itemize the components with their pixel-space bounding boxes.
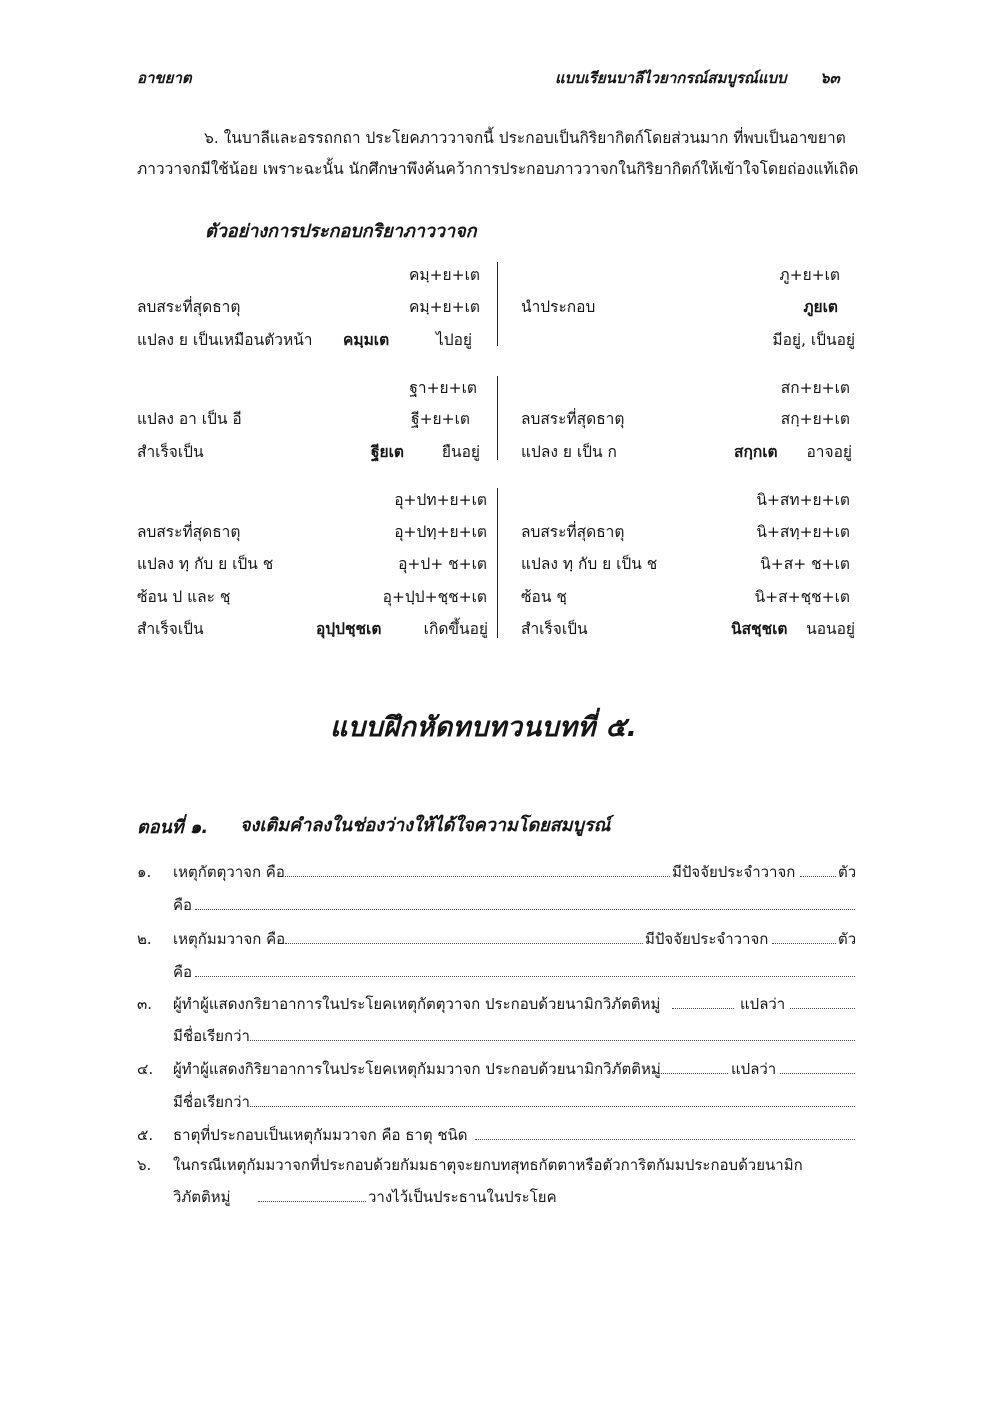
answer-blank[interactable] — [250, 1040, 855, 1041]
question-text: เหตุกัตตุวาจก คือ — [173, 863, 285, 881]
formula: อุ+ปทฺ+ย+เต — [394, 523, 487, 541]
step-label: แปลง อา เป็น อี — [137, 410, 242, 428]
meaning: มีอยู่, เป็นอยู่ — [772, 331, 855, 349]
step-label: แปลง ทฺ กับ ย เป็น ช — [137, 555, 274, 573]
example-row — [0, 439, 1000, 467]
formula: อุ+ป+ ช+เต — [398, 555, 487, 573]
paragraph-line-1: ๖. ในบาลีและอรรถกถา ประโยคภาววาจกนี้ ประกอบเป็นกิริยากิตก์โดยส่วนมาก ที่พบเป็นอาขยาต — [204, 129, 846, 147]
result-word: ฐียเต — [371, 443, 404, 461]
example-row — [0, 519, 1000, 547]
answer-blank[interactable] — [250, 1106, 855, 1107]
question-text: แปลว่า — [731, 1060, 777, 1078]
question-text: แปลว่า — [740, 995, 786, 1013]
step-label: ซ้อน ชฺ — [521, 588, 567, 606]
question-text: ผู้ทำผู้แสดงกิริยาอาการในประโยคเหตุกัมมวาจก ประกอบด้วยนามิกวิภัตติหมู่ — [173, 1060, 661, 1078]
question-text: วิภัตติหมู่ — [173, 1188, 231, 1206]
answer-blank[interactable] — [285, 876, 670, 877]
question-text: มีชื่อเรียกว่า — [173, 1027, 250, 1045]
step-label: ลบสระที่สุดธาตุ — [137, 523, 241, 541]
result-word: ภูยเต — [803, 298, 838, 316]
step-label: สำเร็จเป็น — [137, 620, 204, 638]
section-label: ตอนที่ ๑. — [137, 817, 209, 838]
formula: อุ+ปท+ย+เต — [394, 491, 487, 509]
formula: ฐี+ย+เต — [411, 410, 470, 428]
result-word: นิสชฺชเต — [731, 620, 788, 638]
meaning: นอนอยู่ — [806, 620, 855, 638]
example-row — [0, 551, 1000, 579]
exercise-title: แบบฝึกหัดทบทวนบทที่ ๕. — [330, 712, 638, 743]
formula: นิ+สทฺ+ย+เต — [756, 523, 850, 541]
question-number: ๑. — [137, 863, 152, 881]
meaning: ยืนอยู่ — [441, 443, 480, 461]
formula: นิ+สท+ย+เต — [756, 491, 850, 509]
step-label: แปลง ย เป็น ก — [521, 443, 617, 461]
question-number: ๒. — [137, 930, 152, 948]
question-number: ๖. — [137, 1156, 152, 1174]
question-text: ตัว — [838, 930, 857, 948]
example-title: ตัวอย่างการประกอบกริยาภาววาจก — [205, 221, 477, 242]
result-word: สกฺกเต — [734, 443, 778, 461]
formula: คมฺ+ย+เต — [408, 266, 480, 284]
step-label: สำเร็จเป็น — [137, 443, 204, 461]
question-text: วางไว้เป็นประธานในประโยค — [368, 1188, 557, 1206]
paragraph-line-2: ภาววาจกมีใช้น้อย เพราะฉะนั้น นักศึกษาพึงค้นคว้าการประกอบภาววาจกในกิริยากิตก์ให้เข้าใจโดยถ่องแท้เถิด — [137, 160, 859, 178]
answer-blank[interactable] — [475, 1139, 855, 1140]
step-label: แปลง ทฺ กับ ย เป็น ช — [521, 555, 658, 573]
question-text: มีปัจจัยประจำวาจก — [645, 930, 769, 948]
question-text: ธาตุที่ประกอบเป็นเหตุกัมมวาจก คือ ธาตุ ชนิด — [173, 1126, 468, 1144]
step-label: ซ้อน ป และ ชฺ — [137, 588, 231, 606]
result-word: คมฺมเต — [343, 331, 390, 349]
example-row — [0, 616, 1000, 644]
running-header-left: อาขยาต — [137, 69, 192, 87]
question-text: มีปัจจัยประจำวาจก — [672, 863, 796, 881]
meaning: อาจอยู่ — [806, 443, 852, 461]
question-text: คือ — [173, 896, 193, 914]
page-number: ๖๓ — [820, 69, 840, 87]
step-label: แปลง ย เป็นเหมือนตัวหน้า — [137, 331, 313, 349]
answer-blank[interactable] — [800, 876, 836, 877]
section-instruction: จงเติมคำลงในช่องว่างให้ได้ใจความโดยสมบูรณ์ — [240, 815, 611, 836]
formula: คมฺ+ย+เต — [408, 298, 480, 316]
answer-blank[interactable] — [790, 1008, 855, 1009]
formula: ฐา+ย+เต — [409, 379, 477, 397]
step-label: ลบสระที่สุดธาตุ — [137, 298, 241, 316]
formula: ภู+ย+เต — [779, 266, 840, 284]
formula: นิ+ส+ชฺช+เต — [754, 588, 850, 606]
answer-blank[interactable] — [780, 1073, 855, 1074]
example-row — [0, 262, 1000, 290]
question-text: มีชื่อเรียกว่า — [173, 1093, 250, 1111]
answer-blank[interactable] — [285, 943, 643, 944]
step-label: นำประกอบ — [521, 298, 596, 316]
question-text: ในกรณีเหตุกัมมวาจกที่ประกอบด้วยกัมมธาตุจะยกบทสุทธกัตตาหรือตัวการิตกัมมประกอบด้วยนามิก — [173, 1156, 803, 1174]
step-label: ลบสระที่สุดธาตุ — [521, 523, 625, 541]
answer-blank[interactable] — [652, 1073, 728, 1074]
question-text: เหตุกัมมวาจก คือ — [173, 930, 286, 948]
step-label: สำเร็จเป็น — [521, 620, 588, 638]
answer-blank[interactable] — [258, 1201, 366, 1202]
formula: นิ+ส+ ช+เต — [760, 555, 850, 573]
question-text: ผู้ทำผู้แสดงกริยาอาการในประโยคเหตุกัตตุวาจก ประกอบด้วยนามิกวิภัตติหมู่ — [173, 995, 661, 1013]
question-number: ๔. — [137, 1060, 154, 1078]
example-row — [0, 584, 1000, 612]
example-row — [0, 294, 1000, 322]
answer-blank[interactable] — [772, 943, 836, 944]
example-row — [0, 375, 1000, 403]
example-row — [0, 406, 1000, 434]
question-number: ๕. — [137, 1126, 154, 1144]
example-row — [0, 327, 1000, 355]
answer-blank[interactable] — [195, 976, 855, 977]
example-row — [0, 487, 1000, 515]
formula: อุ+ปฺป+ชฺช+เต — [382, 588, 487, 606]
meaning: เกิดขึ้นอยู่ — [423, 620, 488, 638]
formula: สก+ย+เต — [780, 379, 850, 397]
formula: สกฺ+ย+เต — [780, 410, 850, 428]
running-header-right: แบบเรียนบาลีไวยากรณ์สมบูรณ์แบบ — [555, 69, 787, 87]
answer-blank[interactable] — [195, 909, 855, 910]
question-text: คือ — [173, 963, 193, 981]
question-number: ๓. — [137, 995, 153, 1013]
question-text: ตัว — [838, 863, 857, 881]
result-word: อุปฺปชฺชเต — [316, 620, 382, 638]
meaning: ไปอยู่ — [435, 331, 472, 349]
answer-blank[interactable] — [672, 1008, 734, 1009]
step-label: ลบสระที่สุดธาตุ — [521, 410, 625, 428]
